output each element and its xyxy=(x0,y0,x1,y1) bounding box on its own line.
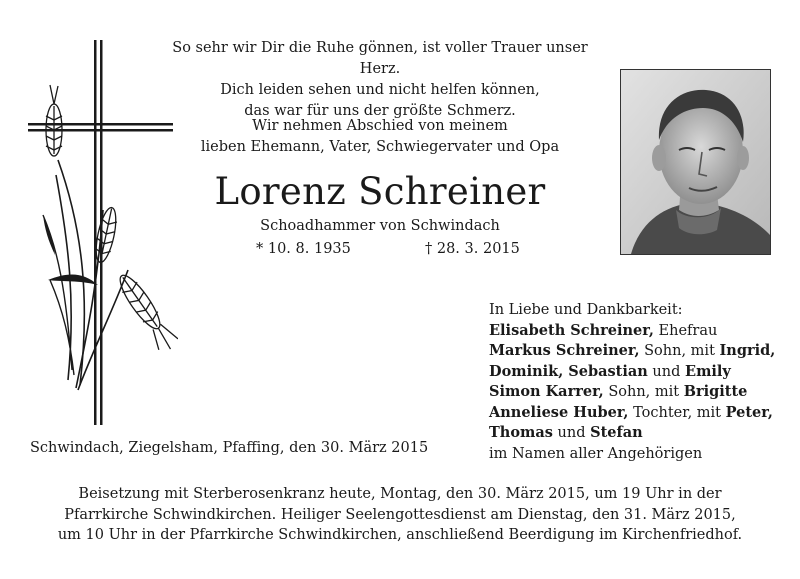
intro-text xyxy=(150,116,610,158)
mourner-name: Thomas xyxy=(489,424,553,441)
mourners-list xyxy=(489,300,775,464)
mourner-name: Ingrid, xyxy=(719,342,776,359)
mourner-name: Peter, xyxy=(725,403,773,421)
deceased-byname: Schoadhammer von Schwindach xyxy=(260,218,500,234)
place-date: Schwindach, Ziegelsham, Pfaffing, den 30. März 2015 xyxy=(30,440,429,456)
mourner-name: Dominik, Sebastian xyxy=(489,362,648,380)
mourner-name: Simon Karrer, xyxy=(489,383,604,400)
portrait-photo xyxy=(620,69,771,255)
mourner-name: Elisabeth Schreiner, xyxy=(489,321,654,339)
mourners-closing: im Namen aller Angehörigen xyxy=(489,445,703,462)
portrait-image xyxy=(621,70,770,254)
mourner-line xyxy=(489,403,775,424)
mourner-line xyxy=(489,362,775,383)
mourner-relation: und xyxy=(552,425,591,441)
mourner-line xyxy=(489,321,775,342)
death-date: † 28. 3. 2015 xyxy=(425,241,520,257)
mourner-name: Brigitte xyxy=(683,383,748,400)
deceased-name: Lorenz Schreiner xyxy=(214,170,546,213)
mourners-heading: In Liebe und Dankbarkeit: xyxy=(489,302,683,318)
funeral-info xyxy=(20,484,780,546)
mourner-name: Emily xyxy=(685,362,731,380)
mourner-line xyxy=(489,382,775,403)
mourner-line xyxy=(489,341,775,362)
poem-line: So sehr wir Dir die Ruhe gönnen, ist voller Trauer unser Herz. xyxy=(172,40,588,77)
intro-line: lieben Ehemann, Vater, Schwiegervater und Opa xyxy=(200,139,560,155)
mourner-relation: Sohn, mit xyxy=(603,384,684,400)
mourner-name: Stefan xyxy=(590,424,643,441)
mourner-relation: Sohn, mit xyxy=(639,343,720,359)
mourner-relation: Tochter, mit xyxy=(628,404,726,421)
funeral-line: Pfarrkirche Schwindkirchen. Heiliger Seelengottesdienst am Dienstag, den 31. März 2015, xyxy=(64,506,736,523)
mourner-relation: Ehefrau xyxy=(653,322,718,339)
mourner-name: Markus Schreiner, xyxy=(489,342,640,359)
funeral-line: um 10 Uhr in der Pfarrkirche Schwindkirchen, anschließend Beerdigung im Kirchenfriedhof. xyxy=(57,527,743,543)
intro-line: Wir nehmen Abschied von meinem xyxy=(252,118,508,134)
funeral-line: Beisetzung mit Sterberosenkranz heute, Montag, den 30. März 2015, um 19 Uhr in der xyxy=(78,486,722,502)
birth-date: * 10. 8. 1935 xyxy=(256,241,351,257)
poem xyxy=(150,38,610,122)
mourner-relation: und xyxy=(647,363,686,380)
poem-line: das war für uns der größte Schmerz. xyxy=(244,103,516,119)
mourner-line xyxy=(489,423,775,444)
mourner-name: Anneliese Huber, xyxy=(489,403,629,421)
poem-line: Dich leiden sehen und nicht helfen können, xyxy=(220,82,540,98)
